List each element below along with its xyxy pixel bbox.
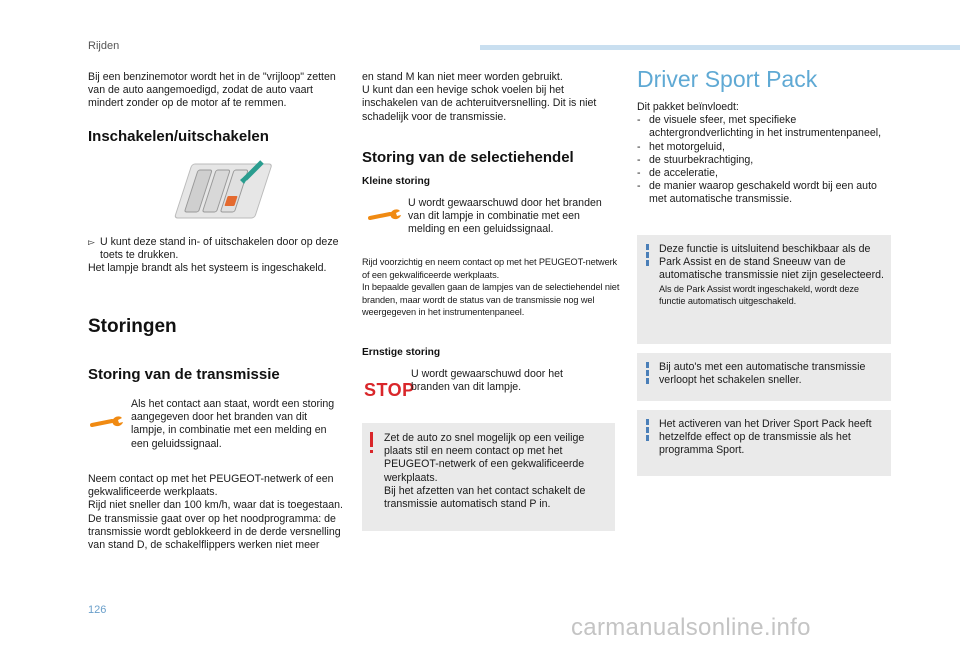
body-line: Rijd niet sneller dan 100 km/h, waar dat is toegestaan. <box>88 499 343 512</box>
schok-text: U kunt dan een hevige schok voelen bij het inschakelen van de achteruitversnelling. Dit is niet schadelijk voor de transmissie. <box>362 84 597 123</box>
bullet-icon: ▻ <box>88 237 95 247</box>
section-title: Rijden <box>88 40 120 52</box>
info-box-park-assist <box>637 235 891 344</box>
transmissie-warning: Als het contact aan staat, wordt een storing aangegeven door het branden van dit lampje, in combinatie met een melding en een geluidssignaal. <box>131 398 335 450</box>
page-number: 126 <box>88 604 107 616</box>
instruction-text: U kunt deze stand in- of uitschakelen door op deze toets te drukken. <box>100 236 339 262</box>
switch-instruction <box>88 236 343 276</box>
info-text: Het activeren van het Driver Sport Pack heeft hetzelfde effect op de transmissie als het programma Sport. <box>659 418 872 457</box>
driver-sport-pack-title: Driver Sport Pack <box>637 66 818 92</box>
kleine-storing-label: Kleine storing <box>362 176 430 187</box>
info-icon <box>646 419 652 441</box>
warning-box <box>362 423 615 531</box>
info-text <box>659 243 885 308</box>
info-icon <box>646 244 652 266</box>
intro-text: Bij een benzinemotor wordt het in de "vrijloop" zetten van de auto aangemoedigd, zodat de auto vaart mindert zonder op de motor af te remmen. <box>88 71 336 110</box>
info-main: Deze functie is uitsluitend beschikbaar als de Park Assist en de stand Sneeuw van de automatische transmissie niet zijn geselecteerd. <box>659 243 884 282</box>
stop-icon: STOP <box>364 380 415 400</box>
switch-illustration <box>170 158 272 224</box>
continuation-line: en stand M kan niet meer worden gebruikt. <box>362 71 563 83</box>
driver-sport-pack-content <box>637 101 892 207</box>
kleine-storing-text: U wordt gewaarschuwd door het branden van dit lampje in combinatie met een melding en een geluidssignaal. <box>408 197 602 236</box>
pack-item: - de stuurbekrachtiging, <box>637 153 754 166</box>
heading-selectiehendel: Storing van de selectiehendel <box>362 149 574 166</box>
pack-item-text: de manier waarop geschakeld wordt bij een auto met automatische transmissie. <box>649 180 877 206</box>
pack-item-text: de visuele sfeer, met specifieke achtergrondverlichting in het instrumentenpaneel, <box>649 114 882 140</box>
info-small: Als de Park Assist wordt ingeschakeld, wordt deze functie automatisch uitgeschakeld. <box>659 283 859 307</box>
body-line: De transmissie gaat over op het noodprogramma: de transmissie wordt geblokkeerd in de derde versnelling van stand D, de schakelflippers werken niet meer <box>88 512 341 552</box>
instruction-item <box>88 236 343 262</box>
pack-item-text: het motorgeluid, <box>649 140 725 153</box>
note-line: In bepaalde gevallen gaan de lampjes van de selectiehendel niet branden, maar wordt de status van de transmissie nog wel weergegeven in het instrumentenpaneel. <box>362 282 620 318</box>
warning-line: Bij het afzetten van het contact schakelt de transmissie automatisch stand P in. <box>384 484 586 511</box>
exclamation-icon <box>370 432 374 454</box>
body-line: Neem contact op met het PEUGEOT-netwerk of een gekwalificeerde werkplaats. <box>88 473 334 499</box>
pack-item-text: de stuurbekrachtiging, <box>649 153 754 166</box>
wrench-warning-icon <box>90 414 124 430</box>
pack-item: - de manier waarop geschakeld wordt bij een auto met automatische transmissie. <box>637 180 892 206</box>
pack-item: - het motorgeluid, <box>637 140 725 153</box>
pack-item: - de visuele sfeer, met specifieke achtergrondverlichting in het instrumentenpaneel, <box>637 114 892 140</box>
ernstige-storing-label: Ernstige storing <box>362 347 441 358</box>
continuation-text <box>362 71 617 124</box>
info-box-automatic <box>637 353 891 401</box>
heading-storing-transmissie: Storing van de transmissie <box>88 366 280 383</box>
heading-inschakelen: Inschakelen/uitschakelen <box>88 128 269 145</box>
kleine-storing-note <box>362 256 620 319</box>
pack-intro: Dit pakket beïnvloedt: <box>637 101 739 113</box>
pack-item: - de acceleratie, <box>637 167 718 180</box>
heading-storingen: Storingen <box>88 316 177 337</box>
ernstige-storing-text: U wordt gewaarschuwd door het branden van dit lampje. <box>411 368 563 394</box>
switch-note: Het lampje brandt als het systeem is ingeschakeld. <box>88 262 327 275</box>
warning-text <box>384 432 606 511</box>
pack-item-text: de acceleratie, <box>649 167 718 180</box>
note-line: Rijd voorzichtig en neem contact op met het PEUGEOT-netwerk of een gekwalificeerde werkplaats. <box>362 257 618 280</box>
info-icon <box>646 362 652 384</box>
info-box-sport <box>637 410 891 476</box>
transmissie-body <box>88 473 343 552</box>
warning-line: Zet de auto zo snel mogelijk op een veilige plaats stil en neem contact op met het PEUGEOT-netwerk of een gekwalificeerde werkplaats. <box>384 432 585 484</box>
wrench-warning-icon <box>368 207 402 223</box>
watermark: carmanualsonline.info <box>571 614 811 641</box>
info-text: Bij auto's met een automatische transmissie verloopt het schakelen sneller. <box>659 361 866 387</box>
header-bar <box>480 45 960 50</box>
